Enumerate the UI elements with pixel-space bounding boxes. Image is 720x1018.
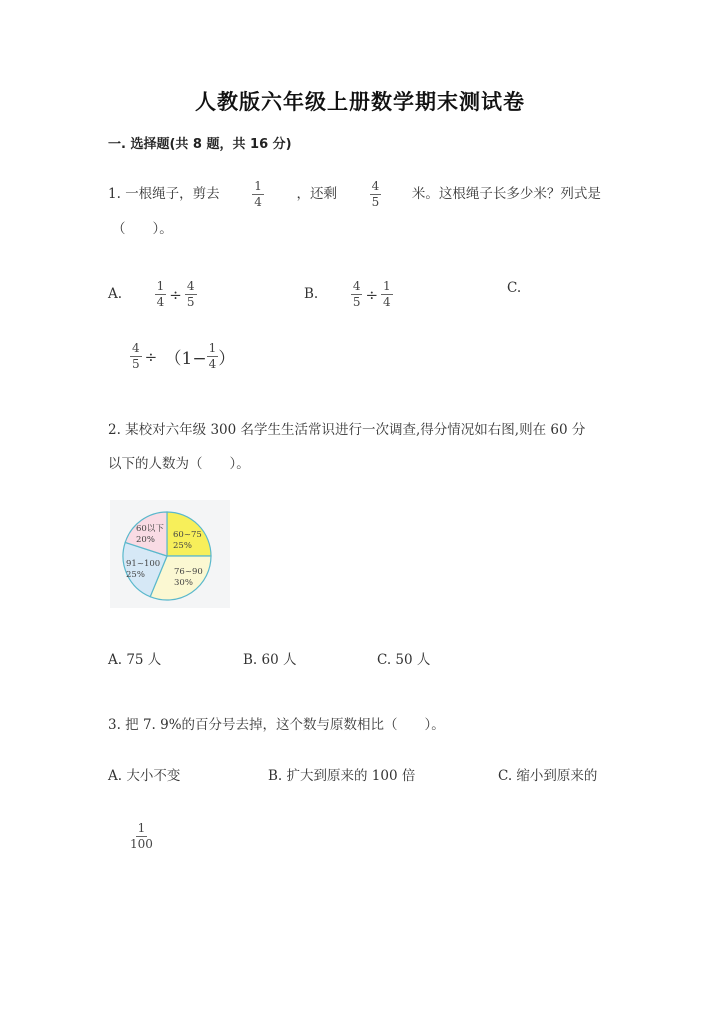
svg-text:25%: 25% (173, 541, 192, 551)
option-b[interactable]: B. 扩大到原来的 100 倍 (268, 768, 416, 784)
option-c-fraction: $\frac{1}{100}$ (130, 821, 153, 851)
pie-chart (110, 500, 230, 608)
section-heading: 一. 选择题(共 8 题，共 16 分) (108, 137, 292, 152)
option-a[interactable]: A. 75 人 (108, 652, 162, 668)
option-c[interactable]: C. 缩小到原来的 (498, 768, 598, 784)
option-c[interactable]: $\frac{4}{5}$ ÷ （1− $\frac{1}{4}$ ） (132, 341, 236, 371)
option-a[interactable]: A. $\frac{1}{4}$ ÷ $\frac{4}{5}$ (108, 279, 195, 309)
option-c[interactable]: C. 50 人 (377, 652, 431, 668)
question-text: 米。这根绳子长多少米？列式是 (411, 186, 601, 202)
question-number: 1. (108, 186, 121, 202)
option-c-label[interactable]: C. (507, 280, 522, 296)
question-2-line-2: 以下的人数为（ ）。 (108, 456, 250, 472)
answer-blank: （ ）。 (112, 221, 173, 237)
question-text: ，还剩 (296, 186, 338, 202)
svg-text:91~100: 91~100 (126, 559, 161, 569)
option-b[interactable]: B. 60 人 (243, 652, 297, 668)
option-a[interactable]: A. 大小不变 (108, 768, 181, 784)
svg-text:25%: 25% (126, 570, 145, 580)
question-2-line-1: 2. 某校对六年级 300 名学生生活常识进行一次调查,得分情况如右图,则在 60 分 (108, 422, 586, 438)
fraction: $\frac{1}{4}$ (254, 179, 262, 209)
fraction: $\frac{4}{5}$ (371, 179, 380, 209)
svg-text:60以下: 60以下 (136, 524, 164, 534)
svg-text:60~75: 60~75 (173, 530, 202, 540)
question-text: 一根绳子，剪去 (125, 186, 220, 202)
svg-text:76~90: 76~90 (174, 567, 203, 577)
question-3: 3. 把 7. 9%的百分号去掉，这个数与原数相比（ ）。 (108, 717, 445, 733)
question-1 (108, 180, 601, 209)
option-b[interactable]: B. $\frac{4}{5}$ ÷ $\frac{1}{4}$ (304, 279, 391, 309)
svg-text:30%: 30% (174, 578, 193, 588)
page-title: 人教版六年级上册数学期末测试卷 (195, 90, 525, 114)
svg-text:20%: 20% (136, 535, 155, 545)
